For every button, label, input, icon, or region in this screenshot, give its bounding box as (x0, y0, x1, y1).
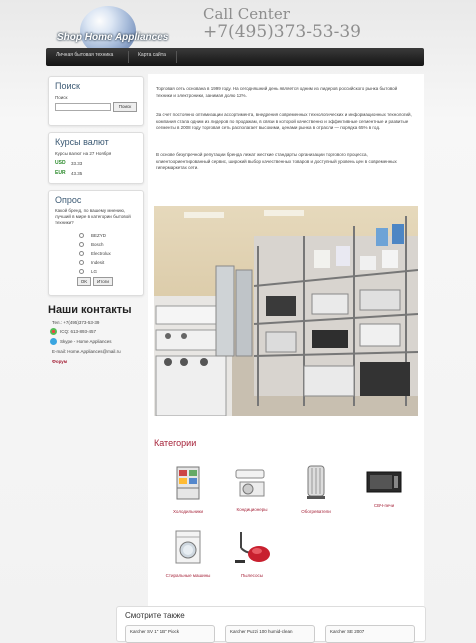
store-photo (154, 206, 418, 416)
search-box (48, 76, 144, 126)
categories-title: Категории (154, 438, 197, 448)
category-microwaves[interactable] (354, 470, 414, 508)
contact-email[interactable]: E-mail: Home.Appliances@mail.ru (52, 349, 121, 354)
nav-item-appliances[interactable]: Личная бытовая техника (56, 52, 114, 58)
category-washing-machines[interactable] (158, 530, 218, 578)
see-also-box (116, 606, 426, 642)
forum-link[interactable]: Форум (52, 359, 68, 364)
category-label: Стиральные машины (165, 573, 211, 578)
contacts-title: Наши контакты (48, 304, 132, 316)
poll-option-1: BEZYD (91, 233, 107, 238)
category-heaters[interactable] (286, 464, 346, 514)
poll-option-2: Bosch (91, 242, 104, 247)
poll-radio-3[interactable] (79, 251, 84, 256)
search-input[interactable] (55, 103, 111, 111)
see-also-item-label: Karcher SV 1" 1B" Piock (130, 629, 179, 634)
currency-title: Курсы валют (55, 137, 109, 147)
see-also-title: Смотрите также (125, 611, 185, 620)
nav-separator (128, 51, 129, 63)
poll-radio-4[interactable] (79, 260, 84, 265)
microwave-icon (366, 470, 402, 494)
category-label: Кондиционеры (236, 507, 268, 512)
category-label: Обогреватели (301, 509, 331, 514)
poll-radio-5[interactable] (79, 269, 84, 274)
category-label: Пылесосы (241, 573, 263, 578)
currency-code-usd: USD (55, 160, 66, 166)
currency-date: Курсы валют на 27 Ноября (55, 151, 112, 156)
currency-rates-box (48, 132, 144, 184)
site-logo[interactable] (57, 6, 190, 50)
call-center-phone: +7(495)373-53-39 (203, 22, 361, 42)
intro-paragraph-1: Торговая сеть основана в 1999 году. На сегодняшний день является одним из лидеров российского рынка бытовой техники и электроники, занимая долю 12%. (156, 86, 398, 98)
poll-radio-1[interactable] (79, 233, 84, 238)
logo-text: Shop Home Appliances (57, 32, 169, 43)
category-label: Холодильники (172, 509, 204, 514)
see-also-item[interactable] (125, 625, 215, 643)
contact-icq: ICQ: 613-893-457 (60, 329, 97, 334)
vacuum-cleaner-icon (233, 530, 271, 564)
category-label: СВЧ-печи (373, 503, 395, 508)
intro-paragraph-3: В основе безупречной репутации бренда лежат жесткие стандарты организации торгового процесса, клиентоориентированный сервис, широкий выбор качественных товаров и доступный уровень цен в современных гипермаркетах сети. (156, 152, 397, 170)
call-center-label: Call Center (203, 5, 290, 23)
search-label: Поиск (55, 95, 68, 100)
fridge-icon (176, 466, 200, 500)
category-vacuum-cleaners[interactable] (222, 530, 282, 578)
poll-option-3: Electrolux (91, 251, 111, 256)
currency-code-eur: EUR (55, 170, 66, 176)
search-button[interactable]: Поиск (113, 102, 137, 112)
poll-option-5: LG (91, 269, 98, 274)
contact-phone: Тел.: +7(495)373-53-39 (52, 320, 100, 325)
nav-item-sitemap[interactable]: Карта сайта (138, 52, 166, 58)
category-fridges[interactable] (158, 466, 218, 514)
poll-results-button[interactable]: Итоги (93, 277, 113, 286)
skype-icon (50, 338, 57, 345)
see-also-item[interactable] (325, 625, 415, 643)
see-also-item-label: Karcher Puzzi 100 humid-clean (230, 629, 293, 634)
icq-flower-icon (50, 328, 57, 335)
top-navigation (46, 48, 424, 66)
search-title: Поиск (55, 81, 80, 91)
intro-paragraph-2: За счет постоянно оптимизации ассортимента, внедрения современных технологических и информационных технологий, компания стала одним из лидеров по продажам, в связи в которой качественно и эффективные сегментные и развитые сегменты в 2008 году торговая сеть располагает высокими, ценами рынка в отрасли — порядка 65% в год. (156, 112, 412, 130)
poll-question: Какой бренд, по вашему мнению, лучший в мире в категории бытовой техники? (55, 208, 131, 225)
contact-skype[interactable]: Skype - Home Appliances (60, 339, 112, 344)
see-also-item-label: Karcher SE 2007 (330, 629, 365, 634)
poll-option-4: Indesit (91, 260, 105, 265)
poll-ok-button[interactable]: OK (77, 277, 91, 286)
poll-box (48, 190, 144, 296)
air-conditioner-icon (234, 468, 270, 498)
main-content (148, 74, 424, 626)
category-air-conditioners[interactable] (222, 468, 282, 512)
heater-icon (305, 464, 327, 500)
see-also-item[interactable] (225, 625, 315, 643)
currency-value-usd: 33.33 (71, 161, 83, 166)
poll-radio-2[interactable] (79, 242, 84, 247)
poll-title: Опрос (55, 195, 82, 205)
washing-machine-icon (175, 530, 201, 564)
currency-value-eur: 43.35 (71, 171, 83, 176)
nav-separator (176, 51, 177, 63)
